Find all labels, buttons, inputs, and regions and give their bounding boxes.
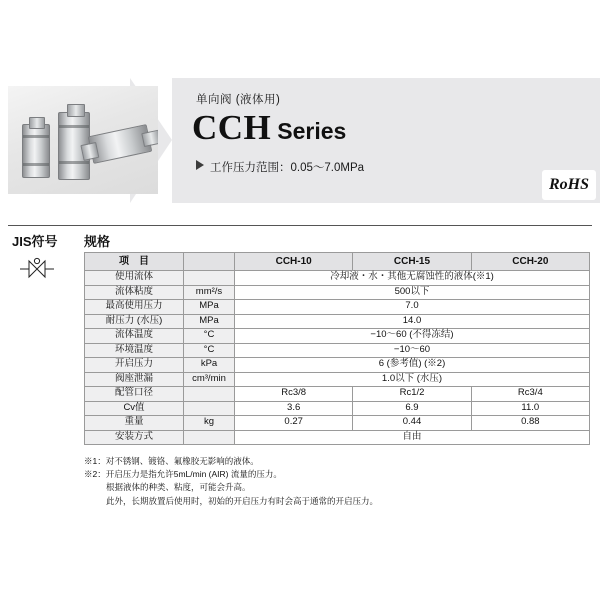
row-unit (184, 387, 235, 402)
header-cch-20: CCH-20 (471, 253, 589, 271)
row-item: 配管口径 (85, 387, 184, 402)
row-item: 最高使用压力 (85, 300, 184, 315)
table-row (85, 314, 590, 329)
product-series-word: Series (277, 118, 347, 144)
table-row (85, 416, 590, 431)
row-item: 使用流体 (85, 271, 184, 286)
row-item: Cv值 (85, 401, 184, 416)
table-row (85, 358, 590, 373)
row-unit: kPa (184, 358, 235, 373)
footnote-2a: 根据液体的种类、粘度，可能会升高。 (106, 482, 251, 493)
row-value-cch-15: 0.44 (353, 416, 471, 431)
specification-table (84, 252, 590, 445)
row-unit: MPa (184, 300, 235, 315)
row-value-cch-20: 0.88 (471, 416, 589, 431)
product-header (0, 78, 600, 218)
product-photo (8, 86, 158, 194)
row-value: 冷却液・水・其他无腐蚀性的液体(※1) (235, 271, 590, 286)
product-subtitle: 单向阀 (液体用) (196, 94, 281, 106)
header-item: 项 目 (85, 253, 184, 271)
valve-body-horizontal (88, 124, 153, 164)
row-item: 安装方式 (85, 430, 184, 445)
rohs-label: RoHS (548, 176, 589, 193)
rohs-badge (542, 170, 596, 200)
jis-symbol-diagram (18, 252, 56, 286)
header-cch-15: CCH-15 (353, 253, 471, 271)
working-pressure-note (196, 159, 364, 175)
footnotes (84, 455, 584, 508)
row-unit: MPa (184, 314, 235, 329)
triangle-bullet-icon (196, 160, 204, 170)
row-value-cch-10: 3.6 (235, 401, 353, 416)
section-divider (8, 225, 592, 226)
row-item: 流体温度 (85, 329, 184, 344)
row-value: −10～60 (235, 343, 590, 358)
footnote-2: ※2：开启压力是指允许5mL/min (AIR) 流量的压力。 (84, 469, 282, 480)
row-value: 自由 (235, 430, 590, 445)
header-unit (184, 253, 235, 271)
table-row (85, 401, 590, 416)
row-item: 阀座泄漏 (85, 372, 184, 387)
table-row (85, 387, 590, 402)
table-row (85, 300, 590, 315)
table-row (85, 285, 590, 300)
row-unit (184, 271, 235, 286)
row-unit: mm²/s (184, 285, 235, 300)
table-row (85, 343, 590, 358)
footnote-2b: 此外，长期放置后使用时，初始的开启压力有时会高于通常的开启压力。 (106, 495, 379, 506)
row-value: 6 (参考值) (※2) (235, 358, 590, 373)
row-unit: kg (184, 416, 235, 431)
row-unit (184, 430, 235, 445)
row-value-cch-20: Rc3/4 (471, 387, 589, 402)
header-cch-10: CCH-10 (235, 253, 353, 271)
row-item: 环境温度 (85, 343, 184, 358)
row-value: 1.0以下 (水压) (235, 372, 590, 387)
row-item: 耐压力 (水压) (85, 314, 184, 329)
valve-body-small (22, 124, 50, 178)
row-unit (184, 401, 235, 416)
row-value-cch-20: 11.0 (471, 401, 589, 416)
table-row (85, 430, 590, 445)
page-title (192, 108, 346, 148)
row-unit: °C (184, 343, 235, 358)
row-value: 14.0 (235, 314, 590, 329)
table-row (85, 372, 590, 387)
row-item: 重量 (85, 416, 184, 431)
specification-heading: 规格 (84, 234, 111, 249)
row-value: 500以下 (235, 285, 590, 300)
footnote-1: ※1：对不锈钢、镀铬、氟橡胶无影响的液体。 (84, 456, 259, 466)
row-value: −10～60 (不得冻结) (235, 329, 590, 344)
table-row (85, 329, 590, 344)
table-row (85, 271, 590, 286)
row-value-cch-10: 0.27 (235, 416, 353, 431)
row-unit: °C (184, 329, 235, 344)
row-item: 开启压力 (85, 358, 184, 373)
jis-symbol-heading: JIS符号 (12, 234, 58, 249)
row-value: 7.0 (235, 300, 590, 315)
table-header-row (85, 253, 590, 271)
working-pressure-text: 工作压力范围：0.05～7.0MPa (210, 162, 365, 174)
row-value-cch-10: Rc3/8 (235, 387, 353, 402)
row-value-cch-15: Rc1/2 (353, 387, 471, 402)
product-title: CCH (192, 108, 272, 147)
row-value-cch-15: 6.9 (353, 401, 471, 416)
row-item: 流体粘度 (85, 285, 184, 300)
row-unit: cm³/min (184, 372, 235, 387)
